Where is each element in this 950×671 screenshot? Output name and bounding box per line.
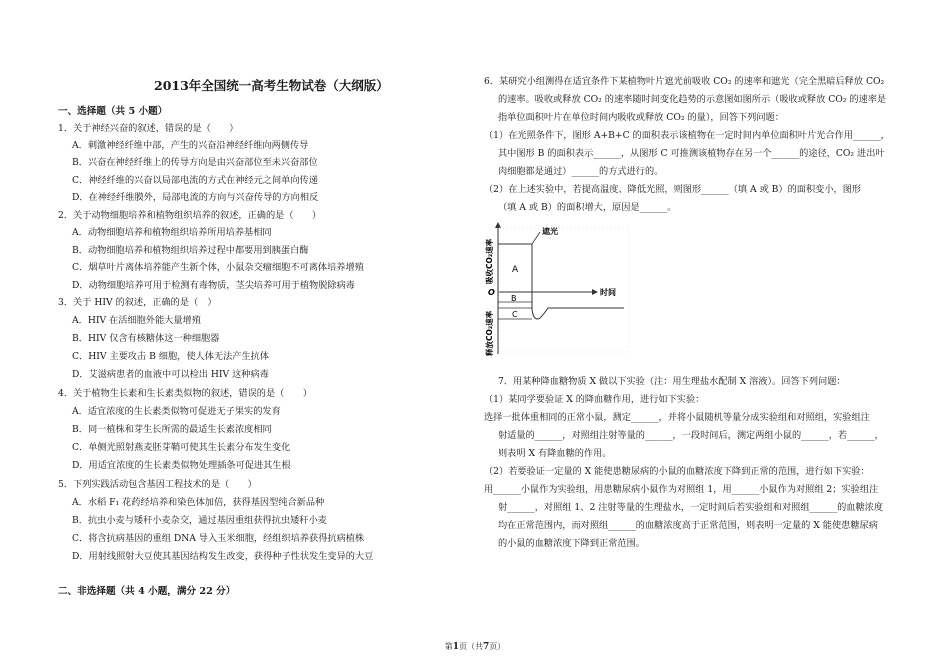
x-axis-arrow-icon	[592, 289, 598, 295]
q1-option-d: D．在神经纤维膜外，局部电流的方向与兴奋传导的方向相反	[72, 192, 319, 203]
question-4-stem: 4．关于植物生长素和生长素类似物的叙述，错误的是（ ）	[58, 388, 312, 399]
question-1-stem: 1．关于神经兴奋的叙述，错误的是（ ）	[58, 123, 239, 134]
footer-end: 页）	[489, 642, 506, 651]
q5-option-c: C．将含抗病基因的重组 DNA 导入玉米细胞，经组织培养获得抗病植株	[72, 533, 365, 544]
label-origin: O	[488, 288, 495, 297]
ylabel-release: 释放CO₂速率	[485, 310, 494, 356]
q6-line-8: （填 A 或 B）的面积增大，原因是______。	[498, 202, 677, 213]
shading-pointer	[532, 232, 540, 244]
q7-line-6: （2）若要验证一定量的 X 能使患糖尿病的小鼠的血糖浓度下降到正常的范围，进行如下实验：	[484, 466, 870, 477]
q4-option-c: C．单侧光照射燕麦胚芽鞘可使其生长素分布发生变化	[72, 442, 291, 453]
question-2-stem: 2．关于动物细胞培养和植物组织培养的叙述，正确的是（ ）	[58, 210, 322, 221]
q3-option-b: B．HIV 仅含有核糖体这一种细胞器	[72, 333, 220, 344]
q3-option-d: D．艾滋病患者的血液中可以检出 HIV 这种病毒	[72, 369, 269, 380]
q7-line-7: 用______小鼠作为实验组，用患糖尿病小鼠作为对照组 1，用______小鼠作为对照组 2；实验组注	[484, 484, 879, 495]
q3-option-a: A．HIV 在活细胞外能大量增殖	[72, 315, 201, 326]
q5-option-a: A．水稻 F₁ 花药经培养和染色体加倍，获得基因型纯合新品种	[72, 497, 325, 508]
q4-option-b: B．同一植株和芽生长所需的最适生长素浓度相同	[72, 424, 272, 435]
q2-option-b: B．动物细胞培养和植物组织培养过程中都要用到胰蛋白酶	[72, 245, 309, 256]
footer-page-number: 1	[452, 642, 459, 652]
ylabel-absorb: 吸收CO₂速率	[485, 238, 494, 284]
q1-option-c: C．神经纤维的兴奋以局部电流的方式在神经元之间单向传递	[72, 175, 318, 186]
q6-line-6: 肉细胞都是通过）______的方式进行的。	[498, 166, 664, 177]
q7-line-10: 的小鼠的血糖浓度下降到正常范围。	[498, 538, 645, 549]
q7-line-4: 射适量的______，对照组注射等量的______，一段时间后，测定两组小鼠的______，若______，	[498, 430, 884, 441]
label-region-a: A	[512, 265, 519, 275]
q6-line-7: （2）在上述实验中，若提高温度、降低光照，则图形______（填 A 或 B）的面积变小，图形	[484, 184, 862, 195]
question-5-stem: 5．下列实践活动包含基因工程技术的是（ ）	[58, 479, 257, 490]
label-region-c: C	[512, 310, 518, 319]
q6-line-5: 其中图形 B 的面积表示______，从图形 C 可推测该植物存在另一个______的途径，CO₂ 进出叶	[498, 148, 885, 159]
section2-heading: 二、非选择题（共 4 小题，满分 22 分）	[58, 586, 236, 597]
q4-option-a: A．适宜浓度的生长素类似物可促进无子果实的发育	[72, 406, 281, 417]
q2-option-c: C．烟草叶片离体培养能产生新个体，小鼠杂交瘤细胞不可离体培养增殖	[72, 262, 364, 273]
q6-line-1: 6．某研究小组测得在适宜条件下某植物叶片遮光前吸收 CO₂ 的速率和遮光（完全黑暗后释放 CO₂	[484, 76, 885, 87]
page-footer	[0, 641, 950, 652]
q7-line-2: （1）某同学要验证 X 的降血糖作用，进行如下实验：	[484, 394, 705, 405]
q5-option-b: B．抗虫小麦与矮秆小麦杂交，通过基因重组获得抗虫矮秆小麦	[72, 515, 327, 526]
page-title: 2013年全国统一高考生物试卷（大纲版）	[154, 78, 389, 93]
q1-option-a: A．刺激神经纤维中部，产生的兴奋沿神经纤维向两侧传导	[72, 140, 309, 151]
label-shading: 遮光	[542, 227, 558, 236]
section1-heading: 一、选择题（共 5 小题）	[58, 106, 168, 117]
label-time: 时间	[600, 288, 616, 297]
q6-line-2: 的速率。吸收或释放 CO₂ 的速率随时间变化趋势的示意图如图所示（吸收或释放 CO₂ 的速率是	[498, 94, 887, 105]
q6-line-3: 指单位面积叶片在单位时间内吸收或释放 CO₂ 的量），回答下列问题：	[498, 112, 784, 123]
q7-line-1: 7．用某种降血糖物质 X 做以下实验（注：用生理盐水配制 X 溶液）。回答下列问题：	[498, 376, 846, 387]
q6-line-4: （1）在光照条件下，图形 A+B+C 的面积表示该植物在一定时间内单位面积叶片光合作用______，	[484, 130, 890, 141]
q2-option-d: D．动物细胞培养可用于检测有毒物质，茎尖培养可用于植物脱除病毒	[72, 280, 355, 291]
footer-total-pages: 7	[483, 642, 490, 652]
q5-option-d: D．用射线照射大豆使其基因结构发生改变，获得种子性状发生变异的大豆	[72, 551, 374, 562]
footer-prefix: 第	[444, 642, 453, 651]
label-region-b: B	[511, 294, 517, 303]
q1-option-b: B．兴奋在神经纤维上的传导方向是由兴奋部位至未兴奋部位	[72, 157, 318, 168]
q7-line-9: 均在正常范围内，而对照组______的血糖浓度高于正常范围，则表明一定量的 X 能使患糖尿病	[498, 520, 878, 531]
q7-line-8: 射______，对照组 1、2 注射等量的生理盐水，一定时间后若实验组和对照组______的血糖浓度	[498, 502, 884, 513]
q3-option-c: C．HIV 主要攻击 B 细胞，使人体无法产生抗体	[72, 351, 270, 362]
q4-option-d: D．用适宜浓度的生长素类似物处理插条可促进其生根	[72, 460, 291, 471]
footer-suffix: 页（共	[459, 642, 483, 651]
q7-line-3: 选择一批体重相同的正常小鼠，测定______，并将小鼠随机等量分成实验组和对照组，实验组注	[484, 412, 870, 423]
question-3-stem: 3．关于 HIV 的叙述，正确的是（ ）	[58, 297, 217, 308]
co2-rate-figure	[484, 222, 654, 362]
q7-line-5: 则表明 X 有降血糖的作用。	[498, 448, 612, 459]
y-axis-arrow-icon	[495, 222, 501, 228]
q2-option-a: A．动物细胞培养和植物组织培养所用培养基相同	[72, 227, 272, 238]
